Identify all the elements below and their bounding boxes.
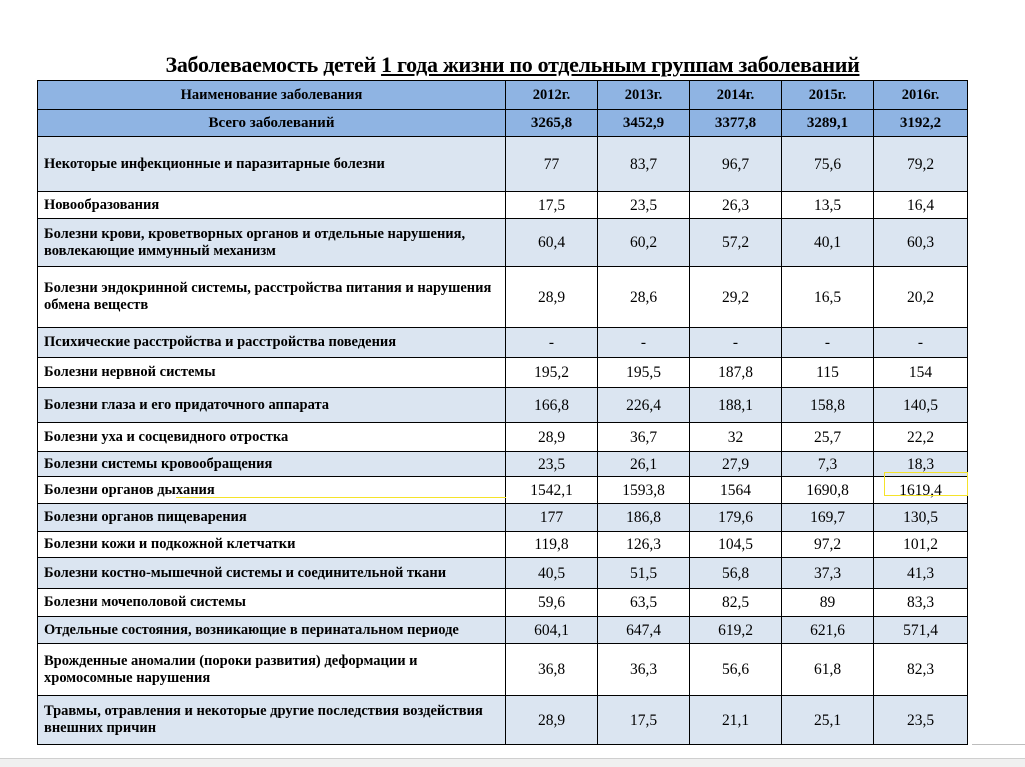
- value-cell: 51,5: [598, 558, 690, 589]
- value-cell: 37,3: [782, 558, 874, 589]
- divider: [972, 744, 1025, 745]
- table-row: [38, 267, 968, 328]
- disease-name-cell: Болезни системы кровообращения: [38, 452, 506, 477]
- disease-name-cell: Болезни костно-мышечной системы и соединительной ткани: [38, 558, 506, 589]
- value-cell: 40,5: [506, 558, 598, 589]
- value-cell: 22,2: [874, 423, 968, 452]
- header-cell-year: 2015г.: [782, 81, 874, 110]
- value-cell: 17,5: [506, 192, 598, 219]
- value-cell: 17,5: [598, 696, 690, 745]
- total-label: Всего заболеваний: [38, 110, 506, 137]
- value-cell: -: [598, 328, 690, 358]
- disease-name-cell: Болезни нервной системы: [38, 358, 506, 388]
- total-value: 3265,8: [506, 110, 598, 137]
- value-cell: 186,8: [598, 504, 690, 532]
- value-cell: 23,5: [598, 192, 690, 219]
- value-cell: 619,2: [690, 617, 782, 644]
- value-cell: 187,8: [690, 358, 782, 388]
- value-cell: 154: [874, 358, 968, 388]
- total-value: 3377,8: [690, 110, 782, 137]
- table-row: [38, 477, 968, 504]
- value-cell: -: [874, 328, 968, 358]
- value-cell: 32: [690, 423, 782, 452]
- value-cell: 1564: [690, 477, 782, 504]
- value-cell: 18,3: [874, 452, 968, 477]
- page-title: [0, 52, 1025, 78]
- morbidity-table: [37, 80, 968, 745]
- value-cell: 28,9: [506, 423, 598, 452]
- value-cell: 1593,8: [598, 477, 690, 504]
- value-cell: 89: [782, 589, 874, 617]
- value-cell: 158,8: [782, 388, 874, 423]
- value-cell: 179,6: [690, 504, 782, 532]
- title-part-2: 1 года жизни по отдельным группам заболеваний: [381, 52, 860, 77]
- table-row: [38, 504, 968, 532]
- table-row: [38, 388, 968, 423]
- value-cell: 1542,1: [506, 477, 598, 504]
- value-cell: 83,7: [598, 137, 690, 192]
- table-row: [38, 328, 968, 358]
- value-cell: 571,4: [874, 617, 968, 644]
- header-cell-name: Наименование заболевания: [38, 81, 506, 110]
- value-cell: -: [690, 328, 782, 358]
- total-row: [38, 110, 968, 137]
- value-cell: 169,7: [782, 504, 874, 532]
- disease-name-cell: Болезни органов дыхания: [38, 477, 506, 504]
- value-cell: 226,4: [598, 388, 690, 423]
- value-cell: -: [782, 328, 874, 358]
- value-cell: 104,5: [690, 532, 782, 558]
- value-cell: 25,1: [782, 696, 874, 745]
- value-cell: 604,1: [506, 617, 598, 644]
- value-cell: 61,8: [782, 644, 874, 696]
- value-cell: 126,3: [598, 532, 690, 558]
- value-cell: 119,8: [506, 532, 598, 558]
- total-value: 3192,2: [874, 110, 968, 137]
- value-cell: 27,9: [690, 452, 782, 477]
- value-cell: -: [506, 328, 598, 358]
- value-cell: 28,6: [598, 267, 690, 328]
- value-cell: 1619,4: [874, 477, 968, 504]
- value-cell: 28,9: [506, 267, 598, 328]
- value-cell: 63,5: [598, 589, 690, 617]
- table-row: [38, 358, 968, 388]
- disease-name-cell: Травмы, отравления и некоторые другие последствия воздействия внешних причин: [38, 696, 506, 745]
- disease-name-cell: Болезни глаза и его придаточного аппарата: [38, 388, 506, 423]
- value-cell: 1690,8: [782, 477, 874, 504]
- value-cell: 21,1: [690, 696, 782, 745]
- value-cell: 16,4: [874, 192, 968, 219]
- value-cell: 23,5: [874, 696, 968, 745]
- value-cell: 29,2: [690, 267, 782, 328]
- value-cell: 75,6: [782, 137, 874, 192]
- value-cell: 36,7: [598, 423, 690, 452]
- table-row: [38, 452, 968, 477]
- value-cell: 647,4: [598, 617, 690, 644]
- value-cell: 26,3: [690, 192, 782, 219]
- title-part-1: Заболеваемость детей: [165, 52, 382, 77]
- value-cell: 23,5: [506, 452, 598, 477]
- disease-name-cell: Болезни уха и сосцевидного отростка: [38, 423, 506, 452]
- value-cell: 83,3: [874, 589, 968, 617]
- value-cell: 25,7: [782, 423, 874, 452]
- table-row: [38, 558, 968, 589]
- value-cell: 188,1: [690, 388, 782, 423]
- value-cell: 621,6: [782, 617, 874, 644]
- value-cell: 195,5: [598, 358, 690, 388]
- value-cell: 140,5: [874, 388, 968, 423]
- table-row: [38, 644, 968, 696]
- disease-name-cell: Болезни эндокринной системы, расстройства питания и нарушения обмена веществ: [38, 267, 506, 328]
- table-row: [38, 589, 968, 617]
- disease-name-cell: Болезни мочеполовой системы: [38, 589, 506, 617]
- total-value: 3452,9: [598, 110, 690, 137]
- value-cell: 36,8: [506, 644, 598, 696]
- disease-name-cell: Новообразования: [38, 192, 506, 219]
- value-cell: 26,1: [598, 452, 690, 477]
- value-cell: 79,2: [874, 137, 968, 192]
- header-cell-year: 2016г.: [874, 81, 968, 110]
- value-cell: 130,5: [874, 504, 968, 532]
- table-row: [38, 423, 968, 452]
- value-cell: 60,4: [506, 219, 598, 267]
- value-cell: 115: [782, 358, 874, 388]
- value-cell: 56,8: [690, 558, 782, 589]
- disease-name-cell: Врожденные аномалии (пороки развития) деформации и хромосомные нарушения: [38, 644, 506, 696]
- disease-name-cell: Психические расстройства и расстройства поведения: [38, 328, 506, 358]
- value-cell: 56,6: [690, 644, 782, 696]
- value-cell: 96,7: [690, 137, 782, 192]
- disease-name-cell: Некоторые инфекционные и паразитарные болезни: [38, 137, 506, 192]
- value-cell: 16,5: [782, 267, 874, 328]
- value-cell: 59,6: [506, 589, 598, 617]
- table-row: [38, 532, 968, 558]
- table-row: [38, 137, 968, 192]
- value-cell: 57,2: [690, 219, 782, 267]
- table-body: [38, 81, 968, 745]
- value-cell: 101,2: [874, 532, 968, 558]
- total-value: 3289,1: [782, 110, 874, 137]
- value-cell: 97,2: [782, 532, 874, 558]
- table-row: [38, 696, 968, 745]
- table-row: [38, 192, 968, 219]
- value-cell: 60,2: [598, 219, 690, 267]
- value-cell: 13,5: [782, 192, 874, 219]
- value-cell: 20,2: [874, 267, 968, 328]
- table-header-row: [38, 81, 968, 110]
- value-cell: 41,3: [874, 558, 968, 589]
- header-cell-year: 2014г.: [690, 81, 782, 110]
- value-cell: 177: [506, 504, 598, 532]
- disease-name-cell: Отдельные состояния, возникающие в перинатальном периоде: [38, 617, 506, 644]
- value-cell: 82,3: [874, 644, 968, 696]
- value-cell: 7,3: [782, 452, 874, 477]
- value-cell: 77: [506, 137, 598, 192]
- table-row: [38, 219, 968, 267]
- value-cell: 195,2: [506, 358, 598, 388]
- disease-name-cell: Болезни крови, кроветворных органов и отдельные нарушения, вовлекающие иммунный механизм: [38, 219, 506, 267]
- disease-name-cell: Болезни органов пищеварения: [38, 504, 506, 532]
- value-cell: 40,1: [782, 219, 874, 267]
- value-cell: 28,9: [506, 696, 598, 745]
- value-cell: 166,8: [506, 388, 598, 423]
- header-cell-year: 2012г.: [506, 81, 598, 110]
- value-cell: 36,3: [598, 644, 690, 696]
- value-cell: 60,3: [874, 219, 968, 267]
- header-cell-year: 2013г.: [598, 81, 690, 110]
- table-row: [38, 617, 968, 644]
- value-cell: 82,5: [690, 589, 782, 617]
- disease-name-cell: Болезни кожи и подкожной клетчатки: [38, 532, 506, 558]
